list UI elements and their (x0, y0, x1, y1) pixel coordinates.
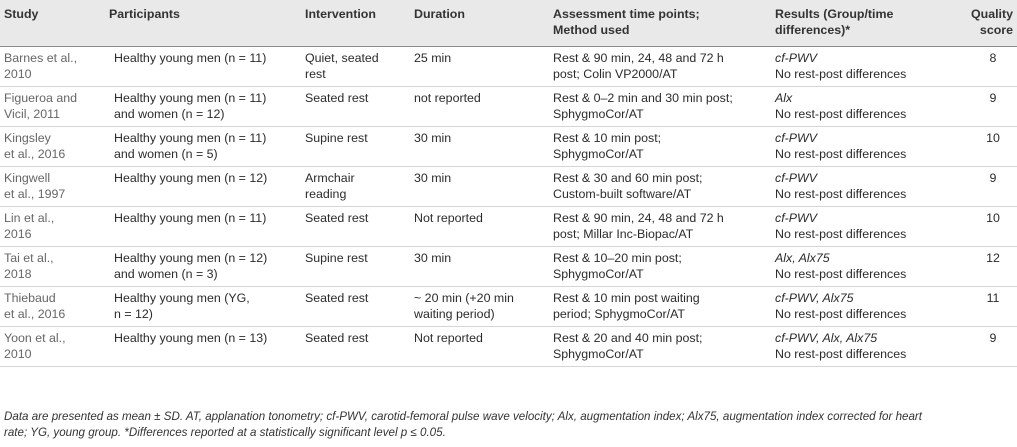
cell-assessment (549, 167, 771, 207)
cell-participants (105, 247, 301, 287)
cell-intervention-line: rest (305, 66, 326, 81)
cell-results (771, 207, 943, 247)
cell-assessment-line: Rest & 0–2 min and 30 min post; (553, 91, 733, 105)
cell-participants-line: Healthy young men (n = 11) (114, 211, 267, 225)
cell-assessment-line: period; SphygmoCor/AT (553, 306, 685, 321)
cell-study-line: 2018 (4, 266, 32, 281)
cell-study-line: Vicil, 2011 (4, 106, 61, 121)
cell-assessment-line: SphygmoCor/AT (553, 146, 644, 161)
cell-quality-score: 12 (943, 247, 1017, 287)
cell-assessment (549, 247, 771, 287)
cell-assessment-line: Custom-built software/AT (553, 186, 692, 201)
cell-intervention-line: Supine rest (305, 251, 368, 265)
cell-study-line: 2010 (4, 66, 32, 81)
cell-participants (105, 87, 301, 127)
result-measure: Alx, Alx75 (775, 251, 830, 265)
cell-study-line: Tai et al., (4, 251, 54, 265)
cell-duration-line: not reported (414, 91, 481, 105)
cell-study (0, 47, 105, 87)
cell-study-line: et al., 2016 (4, 306, 66, 321)
cell-intervention (301, 207, 410, 247)
cell-participants-line: Healthy young men (n = 11) (114, 51, 267, 65)
header-assessment (549, 0, 771, 47)
header-study (0, 0, 105, 47)
cell-intervention-line: Seated rest (305, 211, 369, 225)
cell-assessment-line: Rest & 30 and 60 min post; (553, 171, 703, 185)
cell-duration-line: 30 min (414, 171, 452, 185)
result-note: No rest-post differences (775, 226, 907, 241)
table-header (0, 0, 1017, 47)
header-intervention (301, 0, 410, 47)
table-row (0, 167, 1017, 207)
result-measure: cf-PWV (775, 211, 817, 225)
cell-assessment (549, 47, 771, 87)
header-assessment-line2: Method used (553, 22, 630, 37)
header-assessment-line1: Assessment time points; (553, 7, 700, 21)
cell-duration-line: 25 min (414, 51, 452, 65)
table-row (0, 247, 1017, 287)
footnote-line2: rate; YG, young group. *Differences reported at a statistically significant level p ≤ 0.05. (4, 426, 446, 439)
result-measure: cf-PWV, Alx75 (775, 291, 854, 305)
table-row (0, 127, 1017, 167)
cell-duration (410, 167, 549, 207)
header-participants (105, 0, 301, 47)
cell-duration (410, 87, 549, 127)
cell-duration-line: 30 min (414, 251, 452, 265)
table-footnote (4, 409, 1014, 441)
cell-results (771, 287, 943, 327)
cell-study (0, 327, 105, 367)
cell-participants-line: and women (n = 12) (114, 106, 225, 121)
result-measure: cf-PWV (775, 51, 817, 65)
cell-intervention-line: Armchair (305, 171, 355, 185)
cell-duration (410, 127, 549, 167)
cell-duration-line: Not reported (414, 331, 483, 345)
cell-duration-line: 30 min (414, 131, 452, 145)
cell-participants-line: n = 12) (114, 306, 153, 321)
cell-assessment (549, 327, 771, 367)
cell-participants-line: and women (n = 5) (114, 146, 218, 161)
table-row (0, 327, 1017, 367)
cell-participants-line: Healthy young men (n = 11) (114, 91, 267, 105)
cell-intervention (301, 167, 410, 207)
cell-intervention-line: Seated rest (305, 291, 369, 305)
cell-participants (105, 287, 301, 327)
cell-study-line: Kingwell (4, 171, 51, 185)
cell-quality-score: 9 (943, 167, 1017, 207)
result-measure: cf-PWV, Alx, Alx75 (775, 331, 878, 345)
cell-participants-line: Healthy young men (YG, (114, 291, 250, 305)
cell-assessment-line: SphygmoCor/AT (553, 346, 644, 361)
result-note: No rest-post differences (775, 106, 907, 121)
cell-duration (410, 287, 549, 327)
cell-study (0, 247, 105, 287)
cell-intervention (301, 47, 410, 87)
cell-assessment-line: Rest & 10 min post; (553, 131, 662, 145)
table-row (0, 287, 1017, 327)
cell-participants-line: and women (n = 3) (114, 266, 218, 281)
cell-assessment-line: Rest & 10 min post waiting (553, 291, 700, 305)
cell-intervention-line: Seated rest (305, 331, 369, 345)
footnote-line1: Data are presented as mean ± SD. AT, applanation tonometry; cf-PWV, carotid-femoral pulse wave velocity; Alx, augmentation index; Alx75, augmentation index corrected for heart (4, 410, 923, 423)
cell-intervention (301, 127, 410, 167)
table-row (0, 207, 1017, 247)
cell-study (0, 127, 105, 167)
header-intervention-label: Intervention (305, 7, 376, 21)
cell-assessment-line: SphygmoCor/AT (553, 266, 644, 281)
header-duration-label: Duration (414, 7, 465, 21)
header-row (0, 0, 1017, 47)
cell-duration (410, 247, 549, 287)
cell-quality-score: 10 (943, 207, 1017, 247)
cell-duration-line: Not reported (414, 211, 483, 225)
cell-intervention-line: Quiet, seated (305, 51, 379, 65)
cell-assessment-line: Rest & 10–20 min post; (553, 251, 682, 265)
cell-assessment (549, 87, 771, 127)
cell-quality-score: 10 (943, 127, 1017, 167)
header-results-line2: differences)* (775, 22, 851, 37)
cell-intervention-line: reading (305, 186, 347, 201)
result-note: No rest-post differences (775, 186, 907, 201)
cell-quality-score: 9 (943, 327, 1017, 367)
cell-study (0, 87, 105, 127)
cell-quality-score: 8 (943, 47, 1017, 87)
cell-study (0, 167, 105, 207)
header-results (771, 0, 943, 47)
cell-participants (105, 127, 301, 167)
cell-participants (105, 167, 301, 207)
result-note: No rest-post differences (775, 346, 907, 361)
cell-results (771, 47, 943, 87)
cell-study-line: Yoon et al., (4, 331, 66, 345)
cell-participants-line: Healthy young men (n = 11) (114, 131, 267, 145)
header-results-line1: Results (Group/time (775, 7, 894, 21)
result-note: No rest-post differences (775, 146, 907, 161)
header-duration (410, 0, 549, 47)
cell-duration (410, 207, 549, 247)
cell-assessment (549, 287, 771, 327)
cell-intervention (301, 87, 410, 127)
cell-study-line: Kingsley (4, 131, 51, 145)
cell-study-line: et al., 2016 (4, 146, 66, 161)
header-study-label: Study (4, 7, 39, 21)
cell-quality-score: 9 (943, 87, 1017, 127)
cell-study-line: Barnes et al., (4, 51, 78, 65)
header-quality-line2: score (979, 22, 1013, 37)
cell-quality-score: 11 (943, 287, 1017, 327)
header-quality-score (943, 0, 1017, 47)
table-row (0, 87, 1017, 127)
cell-duration-line: waiting period) (414, 306, 495, 321)
cell-duration-line: ~ 20 min (+20 min (414, 291, 514, 305)
result-measure: cf-PWV (775, 131, 817, 145)
cell-participants-line: Healthy young men (n = 13) (114, 331, 268, 345)
cell-results (771, 327, 943, 367)
cell-assessment-line: Rest & 90 min, 24, 48 and 72 h (553, 51, 724, 65)
cell-intervention (301, 247, 410, 287)
cell-assessment-line: Rest & 20 and 40 min post; (553, 331, 703, 345)
cell-participants (105, 47, 301, 87)
header-participants-label: Participants (109, 7, 180, 21)
cell-assessment-line: SphygmoCor/AT (553, 106, 644, 121)
cell-assessment (549, 127, 771, 167)
cell-intervention (301, 327, 410, 367)
cell-intervention-line: Supine rest (305, 131, 368, 145)
cell-participants (105, 327, 301, 367)
cell-study-line: et al., 1997 (4, 186, 66, 201)
cell-assessment-line: post; Colin VP2000/AT (553, 66, 678, 81)
cell-duration (410, 327, 549, 367)
cell-intervention (301, 287, 410, 327)
cell-duration (410, 47, 549, 87)
table-row (0, 47, 1017, 87)
cell-assessment-line: Rest & 90 min, 24, 48 and 72 h (553, 211, 724, 225)
cell-study-line: 2010 (4, 346, 32, 361)
cell-study (0, 207, 105, 247)
cell-results (771, 247, 943, 287)
cell-study-line: Figueroa and (4, 91, 78, 105)
cell-study-line: Thiebaud (4, 291, 56, 305)
cell-participants-line: Healthy young men (n = 12) (114, 251, 268, 265)
result-note: No rest-post differences (775, 66, 907, 81)
cell-assessment (549, 207, 771, 247)
result-note: No rest-post differences (775, 306, 907, 321)
result-note: No rest-post differences (775, 266, 907, 281)
cell-results (771, 87, 943, 127)
cell-participants (105, 207, 301, 247)
cell-study (0, 287, 105, 327)
result-measure: cf-PWV (775, 171, 817, 185)
cell-study-line: Lin et al., (4, 211, 55, 225)
cell-intervention-line: Seated rest (305, 91, 369, 105)
table-body (0, 47, 1017, 367)
result-measure: Alx (775, 91, 793, 105)
cell-results (771, 167, 943, 207)
header-quality-line1: Quality (971, 7, 1013, 21)
cell-participants-line: Healthy young men (n = 12) (114, 171, 268, 185)
cell-results (771, 127, 943, 167)
cell-study-line: 2016 (4, 226, 32, 241)
cell-assessment-line: post; Millar Inc-Biopac/AT (553, 226, 694, 241)
